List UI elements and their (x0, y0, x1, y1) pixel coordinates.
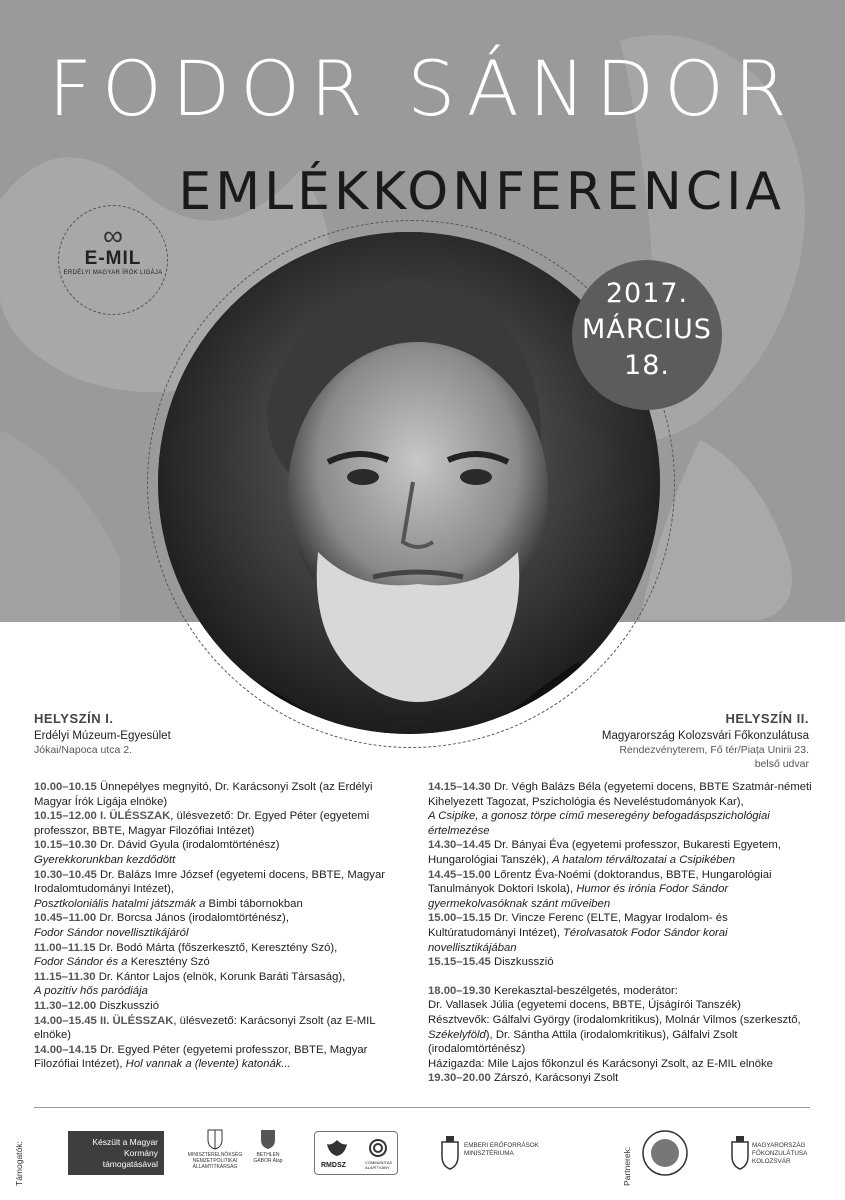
tulip-icon (325, 1138, 349, 1158)
emil-logo-subtitle: ERDÉLYI MAGYAR ÍRÓK LIGÁJA (63, 270, 163, 276)
venue-2-name: Magyarország Kolozsvári Főkonzulátusa (601, 730, 809, 742)
venue-2 (489, 712, 809, 771)
venue-2-heading: HELYSZÍN II. (725, 711, 809, 726)
partners-label: Partnerek: (622, 1146, 632, 1186)
seal-icon (640, 1125, 690, 1181)
program-left-column (34, 780, 412, 1072)
emil-swirl-icon: ∞ (103, 220, 123, 251)
program-item: 15.00–15.15 Dr. Vincze Ferenc (ELTE, Magyar Irodalom- és Kultúratudományi Intézet), Térolvasatok Fodor Sándor korai novellisztikájában (428, 912, 728, 954)
rmdsz-communitas-logo: RMDSZ COMMUNITAS ALAPÍTVÁNY (314, 1131, 398, 1175)
program-item: 10.30–10.45 Dr. Balázs Imre József (egyetemi docens, BBTE, Magyar Irodalomtudományi Intézet), Posztkoloniális hatalmi játszmák a Bimbi tábornokban (34, 868, 386, 910)
venue-2-address: Rendezvényterem, Fő tér/Piața Unirii 23. (619, 744, 809, 756)
venue-1 (34, 712, 294, 757)
program-item: 10.00–10.15 Ünnepélyes megnyitó, Dr. Karácsonyi Zsolt (az Erdélyi Magyar Írók Ligája elnöke) (34, 781, 373, 808)
conference-subtitle: EMLÉKKONFERENCIA (178, 162, 785, 222)
ministry-logo: MINISZTERELNÖKSÉG NEMZETPOLITIKAI ÁLLAMTITKÁRSÁG (180, 1128, 250, 1170)
date-badge (572, 260, 722, 410)
venue-1-address: Jókai/Napoca utca 2. (34, 744, 133, 756)
supporters-label: Támogatók: (14, 1141, 24, 1186)
program-item: 14.00–14.15 Dr. Egyed Péter (egyetemi professzor, BBTE, Magyar Filozófiai Intézet), Hol vannak a (levente) katonák... (34, 1043, 368, 1071)
program-item: 14.15–14.30 Dr. Végh Balázs Béla (egyetemi docens, BBTE Szatmár-németi Kihelyezett Tagozat, Pszichológia és Neveléstudományok Kar), A Csipike, a gonosz törpe című meseregény befogadáspszichológiai értelmezése (428, 781, 812, 837)
emil-logo (58, 205, 168, 315)
program-item: 14.45–15.00 Lőrentz Éva-Noémi (doktorandus, BBTE, Hungarológiai Tanulmányok Doktori Iskola), Humor és irónia Fodor Sándor gyermekolvasóknak szánt műveiben (428, 868, 772, 910)
program-item: 14.00–15.45 II. ÜLÉSSZAK, ülésvezető: Karácsonyi Zsolt (az E-MIL elnöke) (34, 1014, 376, 1042)
coat-of-arms-icon (260, 1128, 276, 1150)
bethlen-logo: BETHLEN GÁBOR Alap (248, 1128, 288, 1164)
museum-seal-logo (640, 1125, 690, 1181)
date-day: 18. (624, 350, 670, 381)
program-item: 10.45–11.00 Dr. Borcsa János (irodalomtörténész), Fodor Sándor novellisztikájáról (34, 912, 289, 939)
date-year: 2017. (605, 278, 689, 309)
roundtable: 18.00–19.30 Kerekasztal-beszélgetés, moderátor: Dr. Vallasek Júlia (egyetemi docens, BBTE, Újságírói Tanszék) Résztvevők: Gálfalvi György (irodalomkritikus), Molnár Vilmos (szerkesztő, Székelyföld), Dr. Sántha Attila (irodalomkritikus), Gálfalvi Zsolt (irodalomtörténész) Házigazda: Mile Lajos főkonzul és Karácsonyi Zsolt, az E-MIL elnöke 19.30–20.00 Zárszó, Karácsonyi Zsolt (428, 984, 801, 1085)
program-item: 15.15–15.45 Diszkusszió (428, 956, 554, 969)
venue-2-address-2: belső udvar (754, 758, 809, 770)
emil-logo-name: E-MIL (84, 248, 142, 269)
consulate-logo: MAGYARORSZÁG FŐKONZULÁTUSA KOLOZSVÁR (730, 1130, 830, 1176)
coat-of-arms-icon (730, 1134, 750, 1170)
program-item: 10.15–12.00 I. ÜLÉSSZAK, ülésvezető: Dr. Egyed Péter (egyetemi professzor, BBTE, Magyar Filozófiai Intézet) (34, 810, 370, 837)
venue-1-name: Erdélyi Múzeum-Egyesület (34, 730, 171, 742)
date-month: MÁRCIUS (582, 314, 712, 345)
emmi-logo: EMBERI ERŐFORRÁSOK MINISZTÉRIUMA (440, 1130, 550, 1176)
communitas-swirl-icon (367, 1138, 389, 1158)
coat-of-arms-icon (207, 1128, 223, 1150)
gov-support-logo: Készült a Magyar Kormány támogatásával (68, 1131, 164, 1175)
program-item: 10.15–10.30 Dr. Dávid Gyula (irodalomtörténész) Gyerekkorunkban kezdődött (34, 839, 280, 866)
program-right-column (428, 780, 812, 1086)
program-item: 14.30–14.45 Dr. Bányai Éva (egyetemi professzor, Bukaresti Egyetem, Hungarológiai Tanszék), A hatalom térváltozatai a Csipikében (428, 839, 781, 866)
conference-title: FODOR SÁNDOR (48, 44, 797, 133)
footer-divider (34, 1107, 810, 1108)
program-item: 11.00–11.15 Dr. Bodó Márta (főszerkesztő, Keresztény Szó), Fodor Sándor és a Keresztény Szó (34, 941, 338, 969)
coat-of-arms-icon (440, 1134, 460, 1170)
program-item: 11.30–12.00 Diszkusszió (34, 999, 159, 1012)
spacer (428, 970, 812, 984)
venue-1-heading: HELYSZÍN I. (34, 711, 114, 726)
program-item: 11.15–11.30 Dr. Kántor Lajos (elnök, Korunk Baráti Társaság), A pozitív hős paródiája (34, 970, 346, 998)
